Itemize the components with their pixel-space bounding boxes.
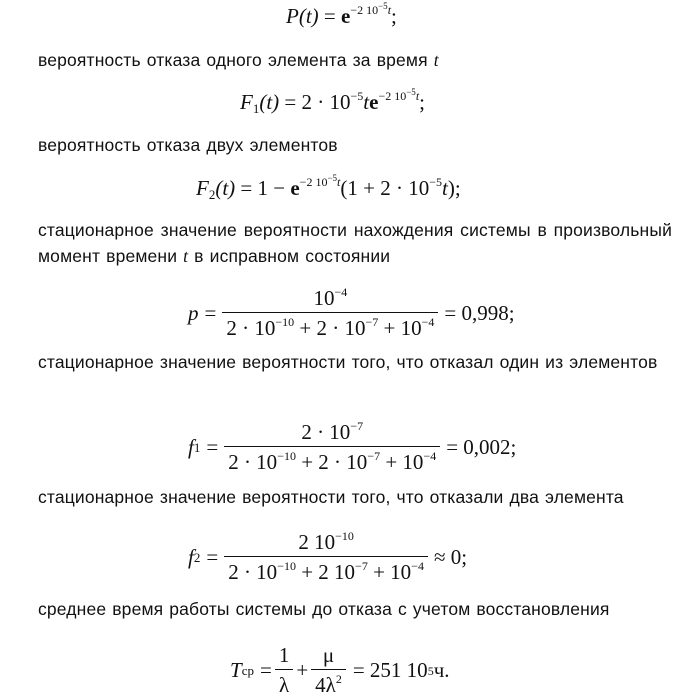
paragraph-text: вероятность отказа двух элементов bbox=[38, 135, 338, 155]
exp-base: e bbox=[369, 90, 379, 114]
eq-end: ; bbox=[391, 4, 397, 28]
fraction-denominator bbox=[311, 669, 346, 696]
den-exp: −10 bbox=[275, 315, 295, 329]
paragraph-text: в исправном состоянии bbox=[188, 246, 391, 266]
paragraph-text: стационарное значение вероятности того, что отказал один из элементов bbox=[38, 352, 658, 372]
eq-var: t bbox=[363, 90, 370, 114]
equation-f2-stationary: f 2 = $\frac{2 10^{-10}}{2 \cdot 10^{-10} + 2 10^{-7} + 10^{-4}}$ ≈ 0; bbox=[188, 529, 468, 584]
paragraph-text: стационарное значение вероятности того, что отказали два элемента bbox=[38, 487, 624, 507]
den-exp: −10 bbox=[277, 559, 296, 573]
num-text: 2 · 10 bbox=[301, 420, 351, 444]
eq-end: ); bbox=[447, 176, 461, 200]
eq-lhs: F bbox=[240, 90, 253, 114]
den-text: 2 · 10 bbox=[228, 560, 278, 584]
fraction bbox=[224, 529, 428, 584]
den-exp: −7 bbox=[367, 449, 381, 463]
equation-p-of-t bbox=[286, 1, 397, 28]
eq-sign: = bbox=[323, 4, 336, 28]
eq-sign: = bbox=[206, 545, 219, 569]
den-text: 2 · 10 bbox=[228, 450, 278, 474]
paragraph-stationary-one-failed bbox=[38, 349, 672, 375]
paragraph-stationary-working bbox=[38, 217, 672, 269]
fraction-denominator bbox=[222, 312, 438, 339]
equation-f2-of-t bbox=[196, 173, 461, 202]
eq-sign: = bbox=[259, 658, 272, 682]
den-exp: −10 bbox=[277, 449, 296, 463]
den-text: 2 · 10 bbox=[226, 316, 276, 340]
den-exp: −4 bbox=[411, 559, 424, 573]
eq-tail-exp: −5 bbox=[429, 175, 442, 189]
eq-result: = 0,998; bbox=[444, 301, 515, 325]
eq-sign: = bbox=[206, 435, 219, 459]
exp-var: t bbox=[337, 175, 341, 189]
eq-var: t bbox=[442, 176, 448, 200]
equation-f1-stationary: f 1 = $\frac{2 \cdot 10^{-7}}{2 \cdot 10^{-10} + 2 \cdot 10^{-7} + 10^{-4}}$ = 0,002; bbox=[188, 419, 517, 474]
exp-var: t bbox=[415, 89, 420, 103]
eq-end: ; bbox=[419, 90, 425, 114]
paragraph-stationary-two-failed bbox=[38, 484, 672, 510]
den-exp: −4 bbox=[423, 449, 437, 463]
result-unit: ч. bbox=[433, 658, 450, 682]
exp-part: −2 10 bbox=[378, 89, 407, 103]
eq-arg: (t) bbox=[215, 176, 236, 200]
eq-lhs: p bbox=[188, 301, 199, 325]
fraction-numerator bbox=[294, 529, 358, 556]
den-exp: −4 bbox=[421, 315, 435, 329]
exp-base: e bbox=[290, 176, 300, 200]
exp-sub-power: −5 bbox=[327, 173, 338, 183]
eq-sign: = bbox=[204, 301, 217, 325]
exp-var: t bbox=[387, 3, 392, 17]
exp-part: −2 10 bbox=[350, 3, 379, 17]
eq-arg: (t) bbox=[259, 90, 280, 114]
num-text: 10 bbox=[313, 286, 335, 310]
fraction-denominator bbox=[224, 446, 440, 473]
den-exp: −7 bbox=[355, 559, 368, 573]
fraction bbox=[311, 645, 346, 696]
paragraph-text: вероятность отказа одного элемента за время bbox=[38, 50, 434, 70]
paragraph-failure-two bbox=[38, 132, 672, 158]
paragraph-text: среднее время работы системы до отказа с учетом восстановления bbox=[38, 599, 610, 619]
eq-lhs: f bbox=[188, 435, 194, 459]
exp-sub-power: −5 bbox=[378, 1, 388, 11]
eq-sign: = bbox=[284, 90, 297, 114]
paragraph-text: стационарное значение вероятности нахождения системы в произвольный момент времени bbox=[38, 220, 672, 266]
eq-plus: + bbox=[296, 658, 309, 682]
eq-result: ≈ 0; bbox=[433, 545, 468, 569]
eq-subscript: 2 bbox=[208, 187, 216, 202]
num-exp: −4 bbox=[334, 285, 348, 299]
exp-part: −2 10 bbox=[299, 175, 328, 189]
den-text: + 2 · 10 bbox=[295, 450, 368, 474]
den-exp: 2 bbox=[335, 672, 342, 686]
eq-tail: (1 + 2 · 10 bbox=[340, 176, 430, 200]
fraction-numerator: 1 bbox=[278, 643, 290, 667]
num-exp: −7 bbox=[350, 419, 364, 433]
fraction-denominator bbox=[224, 556, 428, 583]
eq-coef: 2 · 10 bbox=[301, 90, 351, 114]
eq-sign: = 1 − bbox=[240, 176, 286, 200]
den-text: 4λ bbox=[315, 673, 336, 697]
exp-sub-power: −5 bbox=[406, 87, 416, 97]
paragraph-mean-time bbox=[38, 596, 672, 622]
eq-lhs: T bbox=[230, 658, 242, 682]
den-text: + 10 bbox=[378, 316, 422, 340]
exp-base: e bbox=[341, 4, 351, 28]
variable-t: t bbox=[433, 50, 439, 70]
fraction-numerator bbox=[309, 285, 351, 312]
den-text: + 2 10 bbox=[295, 560, 356, 584]
paragraph-failure-one bbox=[38, 47, 672, 73]
den-text: + 2 · 10 bbox=[294, 316, 366, 340]
equation-p-stationary bbox=[188, 285, 515, 340]
fraction bbox=[275, 645, 294, 696]
eq-lhs: F bbox=[196, 176, 209, 200]
fraction bbox=[224, 419, 440, 474]
eq-lhs: P(t) bbox=[286, 4, 319, 28]
eq-result: = 251 10 bbox=[352, 658, 428, 682]
equation-t-mean: T ср = $\frac{1}{\lambda}$ + $\frac{\mu}{4\lambda^2}$ = 251 10 5 ч. bbox=[230, 643, 450, 697]
variable-t: t bbox=[183, 246, 189, 266]
den-exp: −7 bbox=[365, 315, 379, 329]
den-text: + 10 bbox=[367, 560, 412, 584]
equation-f1-of-t bbox=[240, 87, 425, 116]
eq-lhs: f bbox=[188, 545, 194, 569]
eq-subscript: 1 bbox=[252, 101, 260, 116]
eq-result: = 0,002; bbox=[446, 435, 517, 459]
fraction-numerator bbox=[297, 419, 367, 446]
eq-coef-exp: −5 bbox=[350, 89, 364, 103]
fraction-numerator: μ bbox=[322, 643, 335, 667]
fraction-denominator: λ bbox=[275, 669, 293, 696]
den-text: + 10 bbox=[380, 450, 424, 474]
fraction bbox=[222, 285, 438, 340]
num-exp: −10 bbox=[335, 529, 354, 543]
num-text: 2 10 bbox=[298, 530, 336, 554]
